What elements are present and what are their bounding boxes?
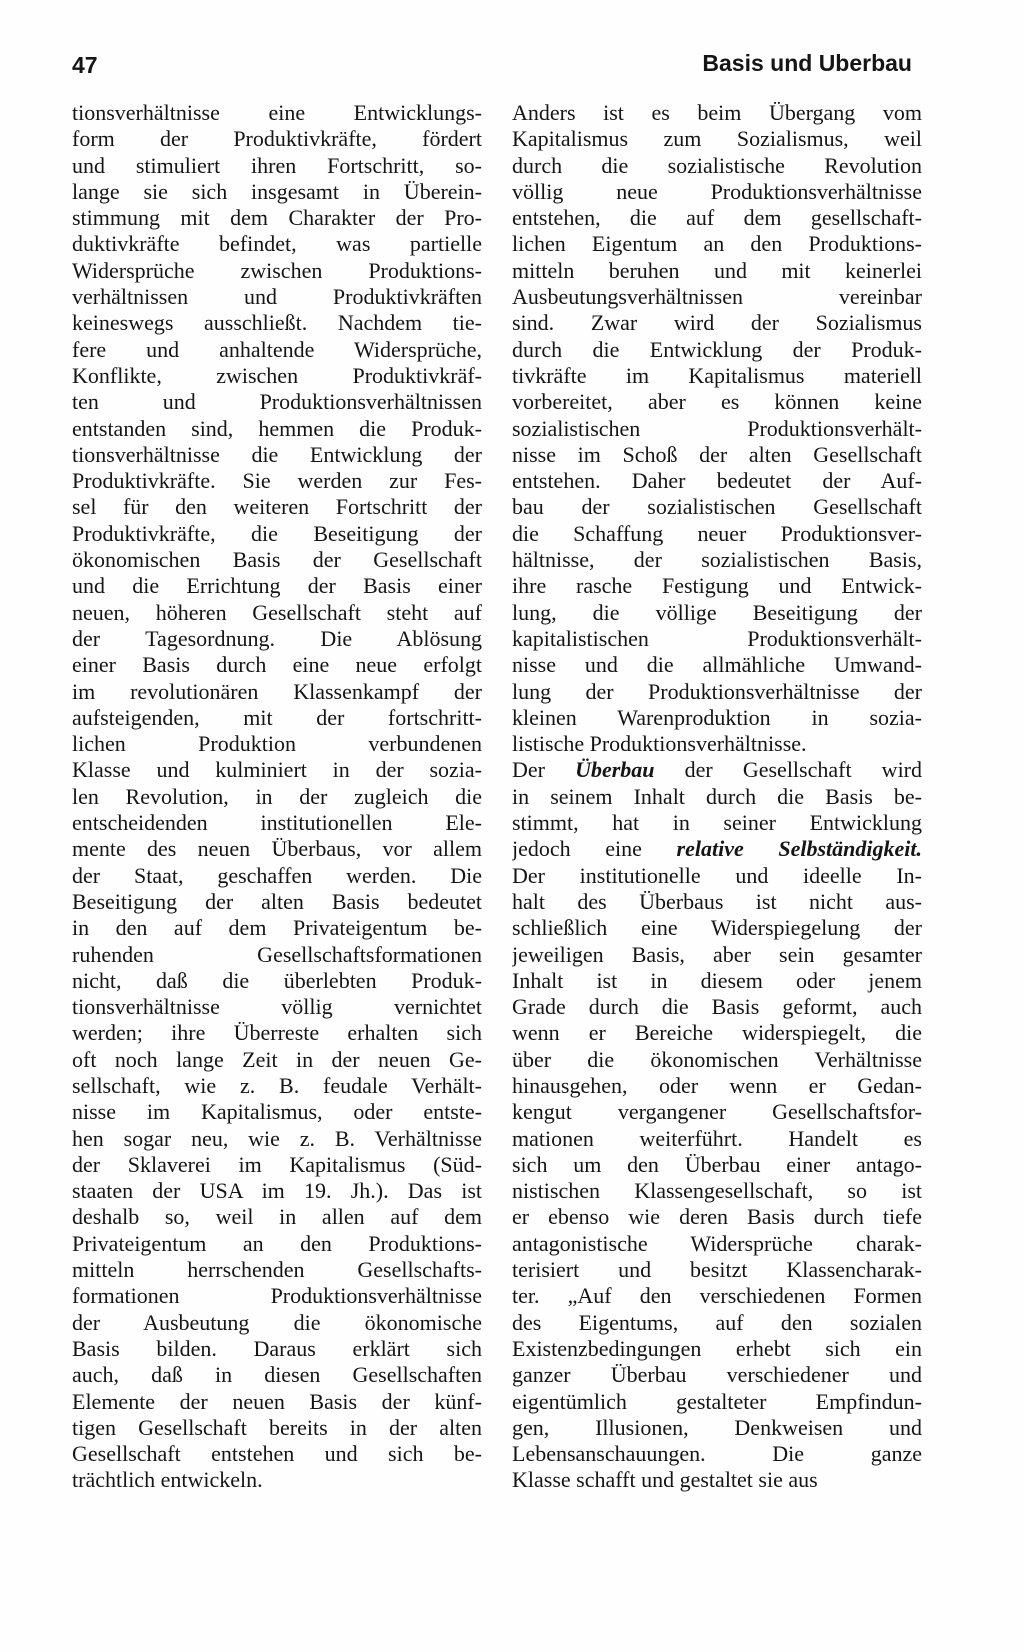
text-line: ganzer Überbau verschiedener und bbox=[512, 1362, 922, 1388]
text-line: kleinen Warenproduktion in sozia- bbox=[512, 704, 922, 730]
text-line: des Eigentums, auf den sozialen bbox=[512, 1309, 922, 1335]
text-line: eigentümlich gestalteter Empfindun- bbox=[512, 1388, 922, 1414]
text-line: in den auf dem Privateigentum be- bbox=[72, 915, 482, 941]
text-line: Grade durch die Basis geformt, auch bbox=[512, 994, 922, 1020]
text-line: mationen weiterführt. Handelt es bbox=[512, 1125, 922, 1151]
text-line: ökonomischen Basis der Gesellschaft bbox=[72, 547, 482, 573]
text-line: tigen Gesellschaft bereits in der alten bbox=[72, 1414, 482, 1440]
text-segment: jedoch eine bbox=[512, 836, 677, 862]
text-line: entstehen. Daher bedeutet der Auf- bbox=[512, 468, 922, 494]
text-line: mitteln beruhen und mit keinerlei bbox=[512, 257, 922, 283]
text-line: Inhalt ist in diesem oder jenem bbox=[512, 967, 922, 993]
text-line: mitteln herrschenden Gesellschafts- bbox=[72, 1257, 482, 1283]
text-line: halt des Überbaus ist nicht aus- bbox=[512, 888, 922, 914]
text-line: einer Basis durch eine neue erfolgt bbox=[72, 652, 482, 678]
text-line: tionsverhältnisse völlig vernichtet bbox=[72, 994, 482, 1020]
emphasis-relative-selbstaendigkeit: relative Selbständigkeit. bbox=[676, 836, 922, 862]
text-line: nistischen Klassengesellschaft, so ist bbox=[512, 1178, 922, 1204]
text-line: len Revolution, in der zugleich die bbox=[72, 783, 482, 809]
text-line: in seinem Inhalt durch die Basis be- bbox=[512, 783, 922, 809]
text-line: durch die Entwicklung der Produk- bbox=[512, 336, 922, 362]
text-line: keineswegs ausschließt. Nachdem tie- bbox=[72, 310, 482, 336]
text-line: stimmt, hat in seiner Entwicklung bbox=[512, 810, 922, 836]
text-line: lange sie sich insgesamt in Überein- bbox=[72, 178, 482, 204]
text-line: durch die sozialistische Revolution bbox=[512, 152, 922, 178]
text-line-with-emphasis bbox=[512, 836, 922, 862]
text-line: Produktivkräfte, die Beseitigung der bbox=[72, 520, 482, 546]
text-line: Widersprüche zwischen Produktions- bbox=[72, 257, 482, 283]
text-line: formationen Produktionsverhältnisse bbox=[72, 1283, 482, 1309]
text-line: mente des neuen Überbaus, vor allem bbox=[72, 836, 482, 862]
text-line: antagonistische Widersprüche charak- bbox=[512, 1230, 922, 1256]
text-line: tivkräfte im Kapitalismus materiell bbox=[512, 362, 922, 388]
text-line: verhältnissen und Produktivkräften bbox=[72, 284, 482, 310]
text-line: Anders ist es beim Übergang vom bbox=[512, 100, 922, 125]
text-line: schließlich eine Widerspiegelung der bbox=[512, 915, 922, 941]
text-line: fere und anhaltende Widersprüche, bbox=[72, 336, 482, 362]
page-number: 47 bbox=[72, 52, 98, 78]
text-line: er ebenso wie deren Basis durch tiefe bbox=[512, 1204, 922, 1230]
text-line: sellschaft, wie z. B. feudale Verhält- bbox=[72, 1072, 482, 1098]
text-line: sich um den Überbau einer antago- bbox=[512, 1151, 922, 1177]
text-line: Klasse und kulminiert in der sozia- bbox=[72, 757, 482, 783]
text-line: Existenzbedingungen erhebt sich ein bbox=[512, 1335, 922, 1361]
text-line: und stimuliert ihren Fortschritt, so- bbox=[72, 152, 482, 178]
text-line: entstanden sind, hemmen die Produk- bbox=[72, 415, 482, 441]
text-line: Konflikte, zwischen Produktivkräf- bbox=[72, 362, 482, 388]
text-line: Kapitalismus zum Sozialismus, weil bbox=[512, 126, 922, 152]
text-line: tionsverhältnisse die Entwicklung der bbox=[72, 441, 482, 467]
text-line: Gesellschaft entstehen und sich be- bbox=[72, 1441, 482, 1467]
text-line: neuen, höheren Gesellschaft steht auf bbox=[72, 599, 482, 625]
text-line: sel für den weiteren Fortschritt der bbox=[72, 494, 482, 520]
text-line: terisiert und besitzt Klassencharak- bbox=[512, 1257, 922, 1283]
text-line: im revolutionären Klassenkampf der bbox=[72, 678, 482, 704]
text-line: kapitalistischen Produktionsverhält- bbox=[512, 625, 922, 651]
text-line: lichen Produktion verbundenen bbox=[72, 731, 482, 757]
text-line: listische Produktionsverhältnisse. bbox=[512, 731, 807, 757]
text-line: der Sklaverei im Kapitalismus (Süd- bbox=[72, 1151, 482, 1177]
text-line: deshalb so, weil in allen auf dem bbox=[72, 1204, 482, 1230]
text-line: nisse und die allmähliche Umwand- bbox=[512, 652, 922, 678]
text-line: ter. „Auf den verschiedenen Formen bbox=[512, 1283, 922, 1309]
text-line: der Tagesordnung. Die Ablösung bbox=[72, 625, 482, 651]
text-line: jeweiligen Basis, aber sein gesamter bbox=[512, 941, 922, 967]
text-line: nicht, daß die überlebten Produk- bbox=[72, 967, 482, 993]
text-line: der Staat, geschaffen werden. Die bbox=[72, 862, 482, 888]
text-line: hältnisse, der sozialistischen Basis, bbox=[512, 547, 922, 573]
text-line: stimmung mit dem Charakter der Pro- bbox=[72, 205, 482, 231]
text-line: auch, daß in diesen Gesellschaften bbox=[72, 1362, 482, 1388]
text-line: Der institutionelle und ideelle In- bbox=[512, 862, 922, 888]
text-line: der Ausbeutung die ökonomische bbox=[72, 1309, 482, 1335]
text-line: form der Produktivkräfte, fördert bbox=[72, 126, 482, 152]
text-line: duktivkräfte befindet, was partielle bbox=[72, 231, 482, 257]
text-line: die Schaffung neuer Produktionsver- bbox=[512, 520, 922, 546]
text-line: ihre rasche Festigung und Entwick- bbox=[512, 573, 922, 599]
text-line: kengut vergangener Gesellschaftsfor- bbox=[512, 1099, 922, 1125]
text-line: nisse im Schoß der alten Gesellschaft bbox=[512, 441, 922, 467]
emphasis-ueberbau: Überbau bbox=[575, 757, 655, 783]
text-line: lung, die völlige Beseitigung der bbox=[512, 599, 922, 625]
text-line: über die ökonomischen Verhältnisse bbox=[512, 1046, 922, 1072]
text-line: trächtlich entwickeln. bbox=[72, 1467, 263, 1493]
text-line: staaten der USA im 19. Jh.). Das ist bbox=[72, 1178, 482, 1204]
text-line: Elemente der neuen Basis der künf- bbox=[72, 1388, 482, 1414]
text-line: ruhenden Gesellschaftsformationen bbox=[72, 941, 482, 967]
text-line: hinausgehen, oder wenn er Gedan- bbox=[512, 1072, 922, 1098]
page-header bbox=[72, 46, 912, 86]
text-line: Klasse schafft und gestaltet sie aus bbox=[512, 1467, 818, 1493]
left-text-column bbox=[72, 100, 482, 1494]
text-line: oft noch lange Zeit in der neuen Ge- bbox=[72, 1046, 482, 1072]
right-text-column bbox=[512, 100, 922, 1494]
text-line: bau der sozialistischen Gesellschaft bbox=[512, 494, 922, 520]
text-line: nisse im Kapitalismus, oder entste- bbox=[72, 1099, 482, 1125]
text-line: und die Errichtung der Basis einer bbox=[72, 573, 482, 599]
text-line: sind. Zwar wird der Sozialismus bbox=[512, 310, 922, 336]
text-line: entscheidenden institutionellen Ele- bbox=[72, 810, 482, 836]
text-line: Produktivkräfte. Sie werden zur Fes- bbox=[72, 468, 482, 494]
text-line: Basis bilden. Daraus erklärt sich bbox=[72, 1335, 482, 1361]
text-segment: der Gesellschaft wird bbox=[654, 757, 922, 783]
text-line: völlig neue Produktionsverhältnisse bbox=[512, 178, 922, 204]
text-line: werden; ihre Überreste erhalten sich bbox=[72, 1020, 482, 1046]
text-line: Lebensanschauungen. Die ganze bbox=[512, 1441, 922, 1467]
text-line: hen sogar neu, wie z. B. Verhältnisse bbox=[72, 1125, 482, 1151]
text-line: ten und Produktionsverhältnissen bbox=[72, 389, 482, 415]
text-line: tionsverhältnisse eine Entwicklungs- bbox=[72, 100, 482, 125]
text-line: lichen Eigentum an den Produktions- bbox=[512, 231, 922, 257]
text-line: gen, Illusionen, Denkweisen und bbox=[512, 1414, 922, 1440]
text-line: entstehen, die auf dem gesellschaft- bbox=[512, 205, 922, 231]
text-line: wenn er Bereiche widerspiegelt, die bbox=[512, 1020, 922, 1046]
text-segment: Der bbox=[512, 757, 576, 783]
text-line: aufsteigenden, mit der fortschritt- bbox=[72, 704, 482, 730]
text-line: Ausbeutungsverhältnissen vereinbar bbox=[512, 284, 922, 310]
running-head: Basis und Uberbau bbox=[702, 50, 912, 76]
text-line: vorbereitet, aber es können keine bbox=[512, 389, 922, 415]
text-line: lung der Produktionsverhältnisse der bbox=[512, 678, 922, 704]
text-line: Privateigentum an den Produktions- bbox=[72, 1230, 482, 1256]
text-line: Beseitigung der alten Basis bedeutet bbox=[72, 888, 482, 914]
text-line-with-emphasis bbox=[512, 757, 922, 783]
text-line: sozialistischen Produktionsverhält- bbox=[512, 415, 922, 441]
